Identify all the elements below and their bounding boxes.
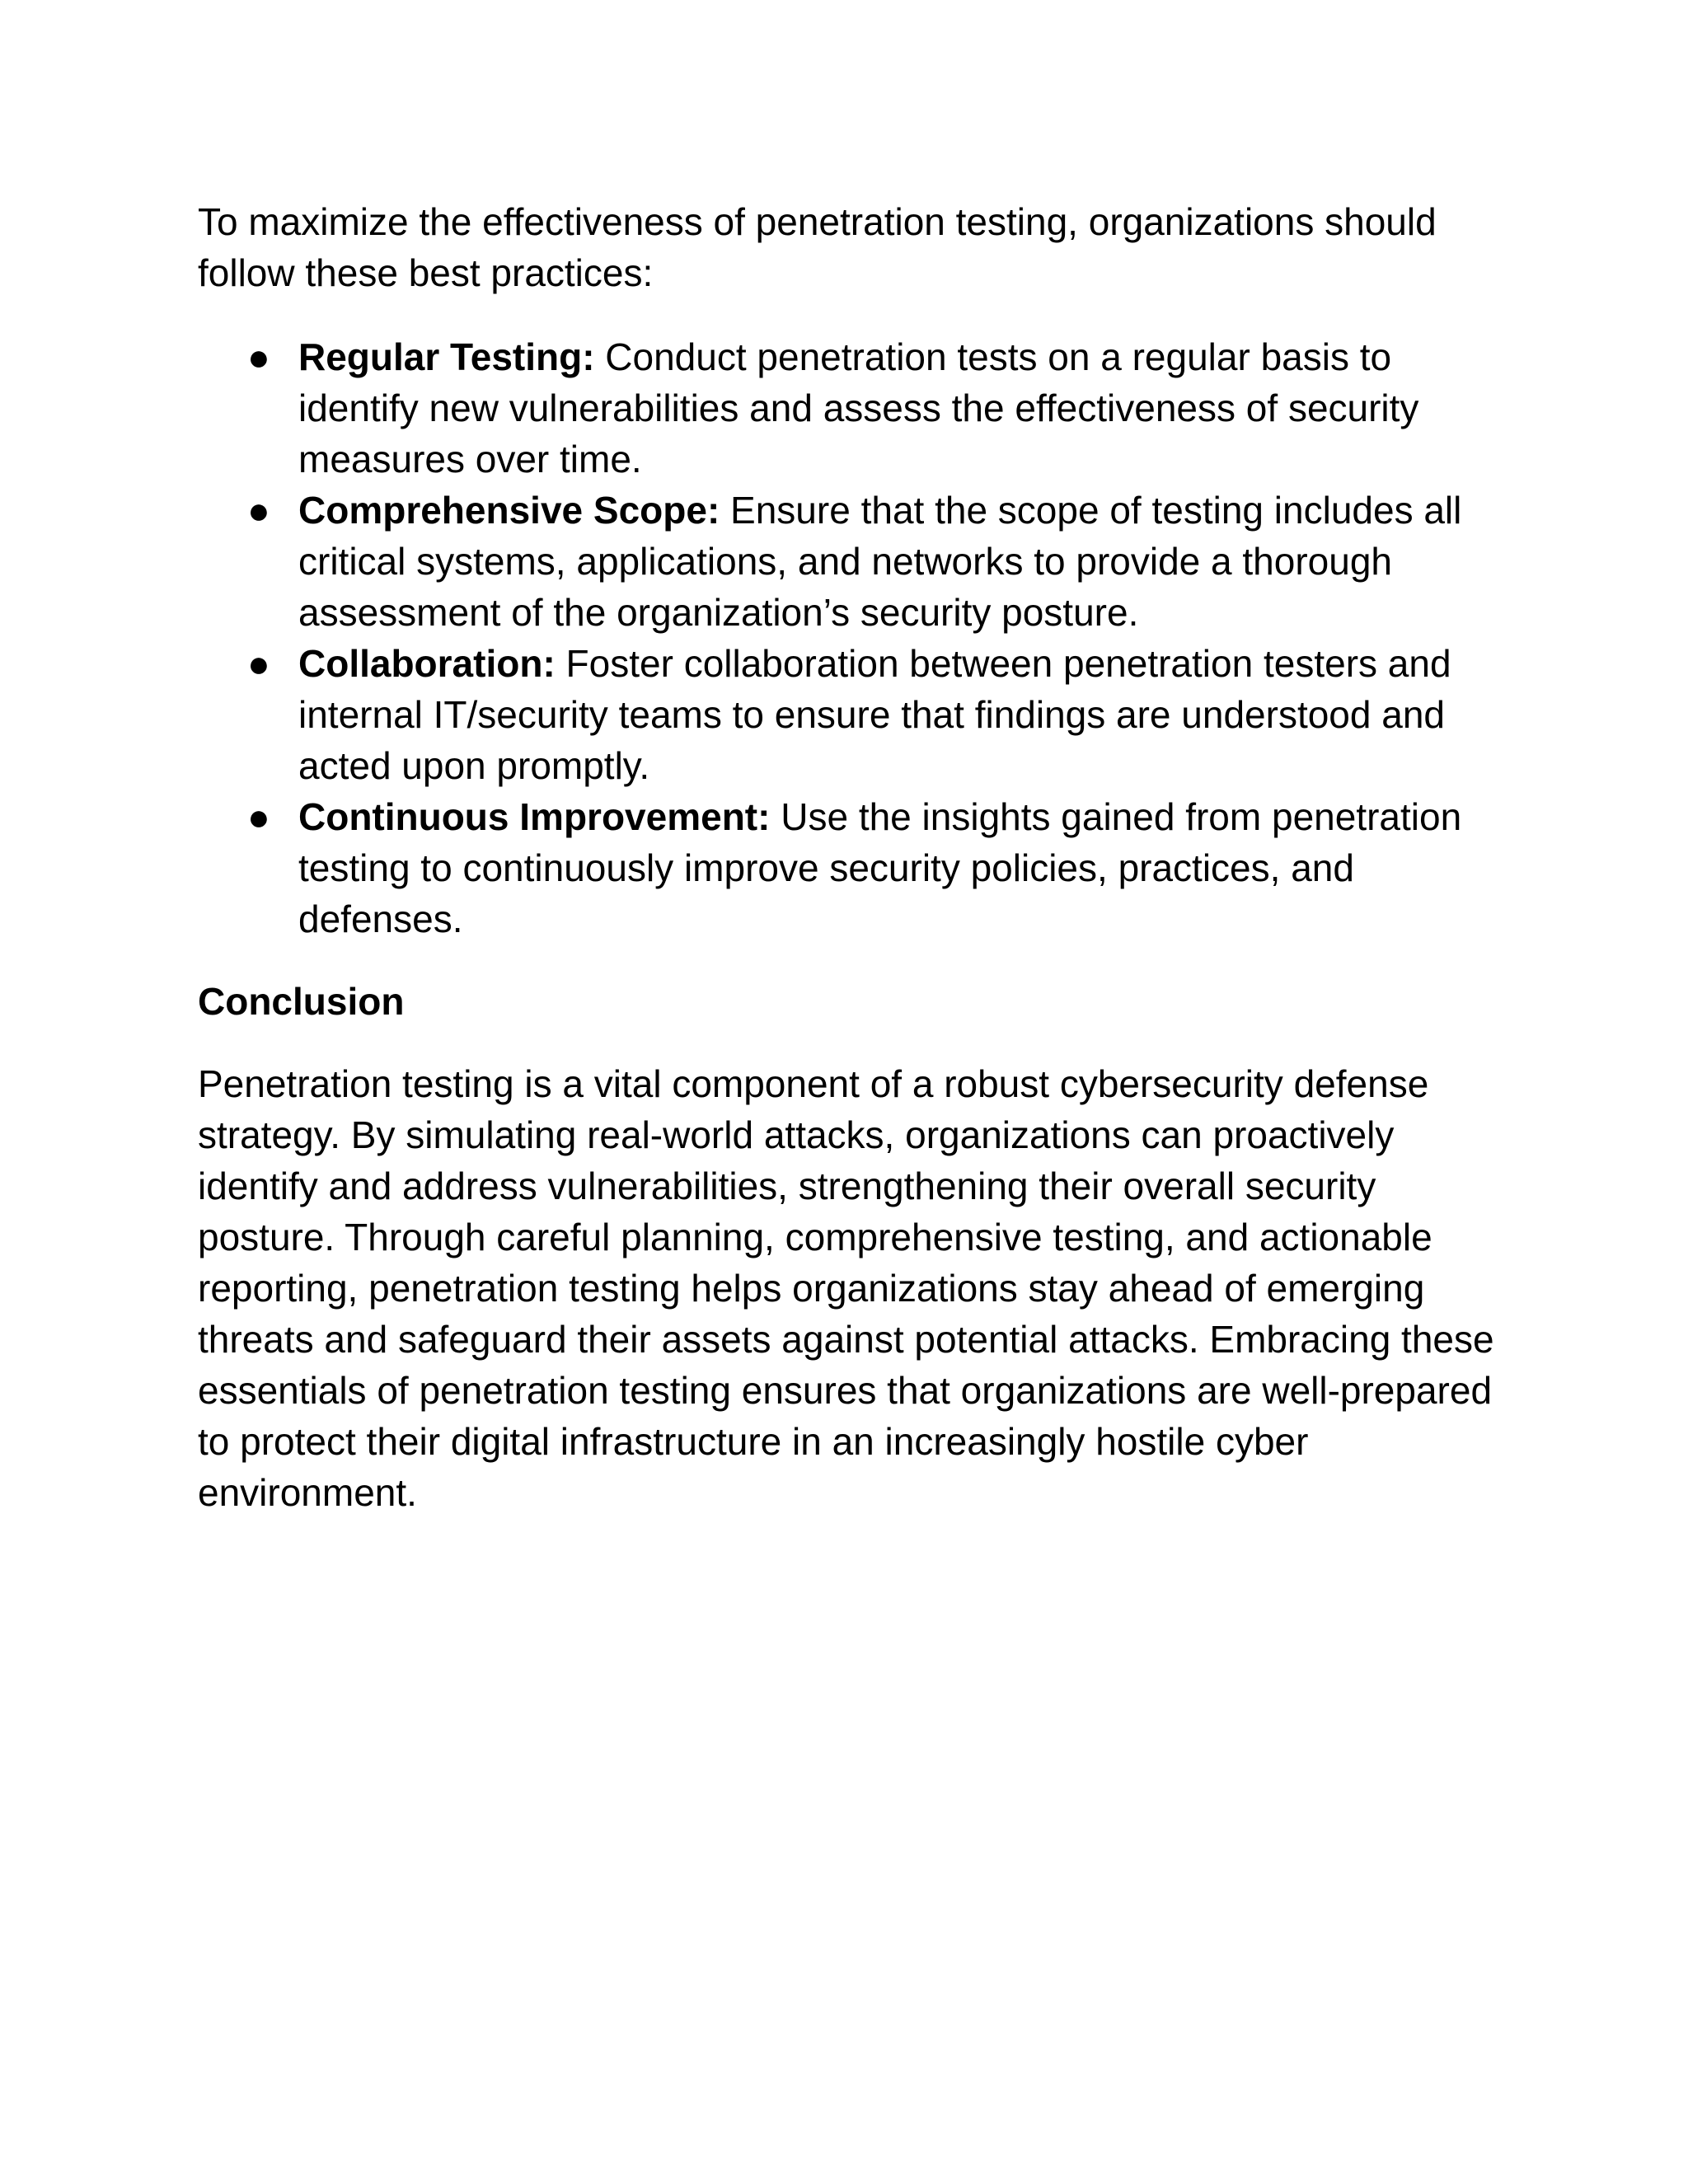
list-item-text: Use the insights gained from penetration testing to continuously improve security policies, practices, and defenses. (298, 795, 1462, 940)
conclusion-paragraph: Penetration testing is a vital component of a robust cybersecurity defense strategy. By simulating real-world attacks, organizations can proactively identify and address vulnerabilities, strengthening their overall security posture. Through careful planning, comprehensive testing, and actionable reporting, penetration testing helps organizations stay ahead of emerging threats and safeguard their assets against potential attacks. Embracing these essentials of penetration testing ensures that organizations are well-prepared to protect their digital infrastructure in an increasingly hostile cyber environment. (198, 1062, 1494, 1514)
list-item-term: Comprehensive Scope: (298, 489, 720, 532)
bullet-icon: ● (247, 489, 270, 532)
bullet-icon: ● (247, 335, 270, 378)
bullet-icon: ● (247, 795, 270, 838)
list-item-text: Ensure that the scope of testing includes all critical systems, applications, and networks to provide a thorough assessment of the organization’s security posture. (298, 489, 1462, 634)
list-item-term: Continuous Improvement: (298, 795, 771, 838)
list-item-collaboration (198, 638, 1500, 791)
list-item-text: Conduct penetration tests on a regular basis to identify new vulnerabilities and assess the effectiveness of security measures over time. (298, 335, 1419, 480)
intro-paragraph: To maximize the effectiveness of penetration testing, organizations should follow these best practices: (198, 200, 1437, 294)
list-item-comprehensive-scope (198, 485, 1500, 638)
best-practices-list (198, 331, 1500, 944)
list-item-term: Regular Testing: (298, 335, 595, 378)
document-page (198, 196, 1500, 1518)
list-item-regular-testing (198, 331, 1500, 485)
list-item-term: Collaboration: (298, 642, 556, 685)
list-item-text: Foster collaboration between penetration testers and internal IT/security teams to ensure that findings are understood and acted upon promptly. (298, 642, 1451, 787)
conclusion-heading: Conclusion (198, 980, 405, 1023)
bullet-icon: ● (247, 642, 270, 685)
list-item-continuous-improvement (198, 791, 1500, 944)
